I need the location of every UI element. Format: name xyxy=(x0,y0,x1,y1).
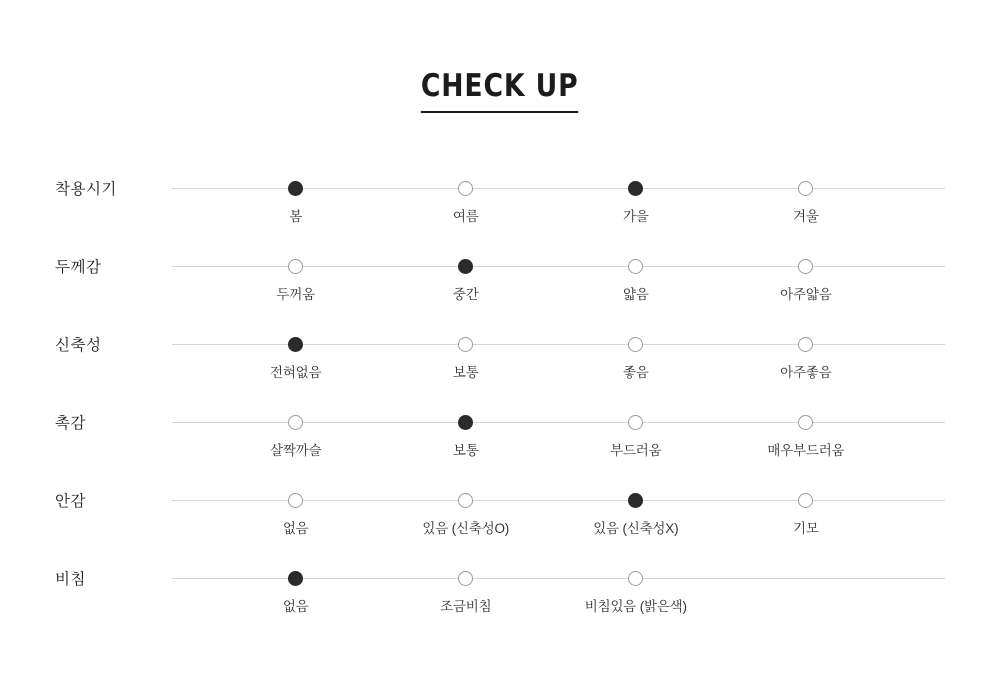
option-label: 아주좋음 xyxy=(780,365,832,380)
row-options xyxy=(172,550,945,628)
option-label: 조금비침 xyxy=(440,599,492,614)
chart-option[interactable] xyxy=(721,472,891,537)
option-dot-selected[interactable] xyxy=(628,181,643,196)
option-dot-empty[interactable] xyxy=(798,415,813,430)
option-label: 아주얇음 xyxy=(780,287,832,302)
option-label: 있음 (신축성X) xyxy=(593,521,679,536)
chart-option[interactable] xyxy=(721,238,891,303)
row-label: 비침 xyxy=(55,571,86,588)
option-dot-empty[interactable] xyxy=(798,259,813,274)
option-label: 없음 xyxy=(282,521,309,536)
chart-option[interactable] xyxy=(551,316,721,381)
page-title-wrap xyxy=(0,68,1000,113)
chart-option[interactable] xyxy=(721,394,891,459)
option-dot-selected[interactable] xyxy=(458,259,473,274)
option-dot-empty[interactable] xyxy=(628,571,643,586)
option-label: 비침있음 (밝은색) xyxy=(584,599,687,614)
chart-option[interactable] xyxy=(381,316,551,381)
option-dot-empty[interactable] xyxy=(628,337,643,352)
chart-option[interactable] xyxy=(381,394,551,459)
row-label: 신축성 xyxy=(55,337,102,354)
option-dot-empty[interactable] xyxy=(288,259,303,274)
option-label: 중간 xyxy=(452,287,479,302)
option-label: 부드러움 xyxy=(610,443,662,458)
chart-option[interactable] xyxy=(551,238,721,303)
option-dot-empty[interactable] xyxy=(798,493,813,508)
option-dot-empty[interactable] xyxy=(458,571,473,586)
row-label: 촉감 xyxy=(55,415,86,432)
chart-option[interactable] xyxy=(381,550,551,615)
option-dot-empty[interactable] xyxy=(288,493,303,508)
row-label: 착용시기 xyxy=(55,181,117,198)
chart-option[interactable] xyxy=(211,160,381,225)
chart-option[interactable] xyxy=(211,238,381,303)
row-label: 안감 xyxy=(55,493,86,510)
option-label: 두꺼움 xyxy=(276,287,315,302)
row-label: 두께감 xyxy=(55,259,102,276)
check-up-rows xyxy=(0,160,1000,628)
chart-row xyxy=(0,238,1000,316)
row-options xyxy=(172,394,945,472)
option-label: 보통 xyxy=(452,365,479,380)
chart-row xyxy=(0,550,1000,628)
chart-option[interactable] xyxy=(381,238,551,303)
chart-option[interactable] xyxy=(381,472,551,537)
chart-row xyxy=(0,160,1000,238)
option-label: 얇음 xyxy=(622,287,649,302)
option-dot-empty[interactable] xyxy=(798,337,813,352)
option-dot-empty[interactable] xyxy=(458,337,473,352)
chart-row xyxy=(0,316,1000,394)
row-options xyxy=(172,316,945,394)
chart-option[interactable] xyxy=(721,160,891,225)
option-dot-empty[interactable] xyxy=(458,181,473,196)
row-options xyxy=(172,472,945,550)
option-dot-empty[interactable] xyxy=(628,259,643,274)
option-dot-selected[interactable] xyxy=(288,571,303,586)
option-label: 봄 xyxy=(289,209,303,224)
chart-option[interactable] xyxy=(211,472,381,537)
chart-option[interactable] xyxy=(381,160,551,225)
chart-row xyxy=(0,472,1000,550)
option-label: 매우부드러움 xyxy=(767,443,845,458)
chart-option[interactable] xyxy=(211,394,381,459)
option-dot-empty[interactable] xyxy=(798,181,813,196)
row-options xyxy=(172,160,945,238)
chart-option[interactable] xyxy=(721,316,891,381)
option-label: 겨울 xyxy=(793,209,819,224)
row-options xyxy=(172,238,945,316)
option-label: 좋음 xyxy=(622,365,649,380)
option-label: 기모 xyxy=(793,521,819,536)
page-title: CHECK UP xyxy=(421,68,579,113)
chart-row xyxy=(0,394,1000,472)
chart-option[interactable] xyxy=(551,394,721,459)
option-dot-empty[interactable] xyxy=(458,493,473,508)
chart-option[interactable] xyxy=(551,550,721,615)
option-dot-empty[interactable] xyxy=(288,415,303,430)
option-dot-selected[interactable] xyxy=(458,415,473,430)
option-dot-selected[interactable] xyxy=(628,493,643,508)
option-label: 보통 xyxy=(452,443,479,458)
option-label: 전혀없음 xyxy=(269,365,322,380)
option-label: 가을 xyxy=(622,209,649,224)
option-label: 여름 xyxy=(452,209,479,224)
option-dot-selected[interactable] xyxy=(288,181,303,196)
chart-option[interactable] xyxy=(551,472,721,537)
option-dot-selected[interactable] xyxy=(288,337,303,352)
chart-option[interactable] xyxy=(211,316,381,381)
chart-option[interactable] xyxy=(211,550,381,615)
option-label: 살짝까슬 xyxy=(269,443,322,458)
option-label: 없음 xyxy=(282,599,309,614)
chart-option[interactable] xyxy=(551,160,721,225)
option-label: 있음 (신축성O) xyxy=(422,521,510,536)
option-dot-empty[interactable] xyxy=(628,415,643,430)
